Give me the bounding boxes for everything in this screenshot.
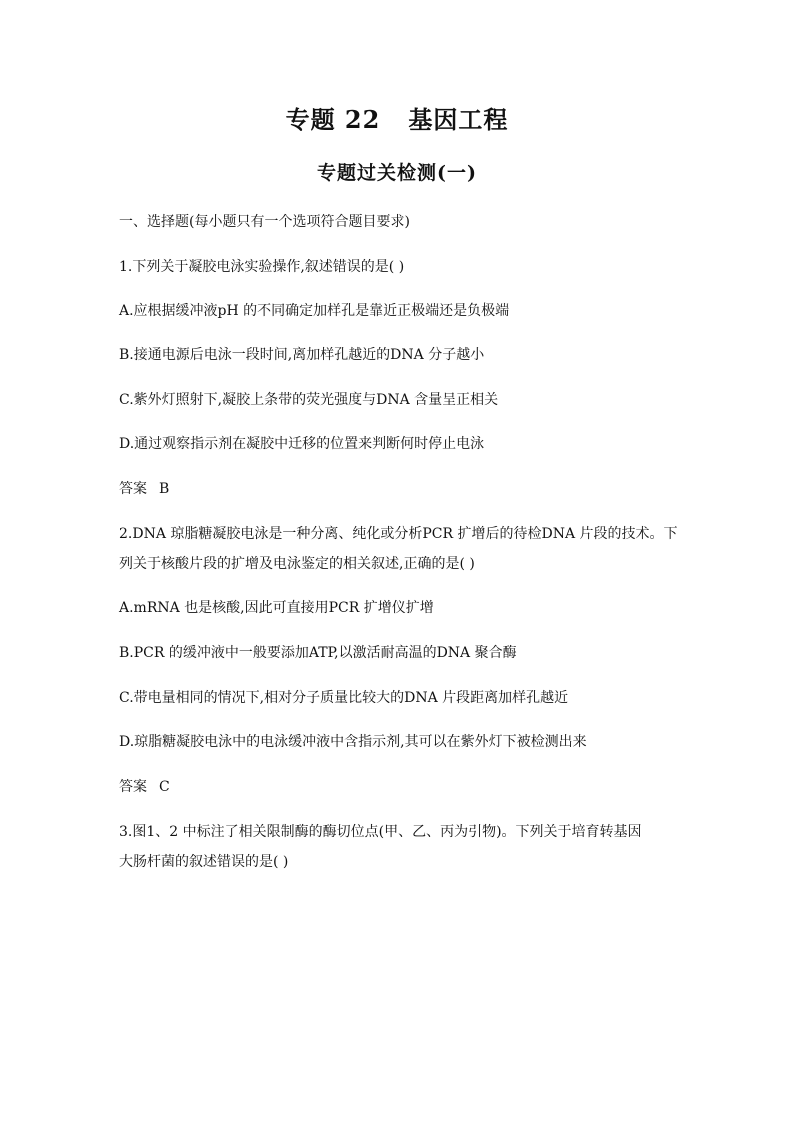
page-subtitle: 专题过关检测(一) [317,162,477,184]
question-3-stem-line-1: 3.图1、2 中标注了相关限制酶的酶切位点(甲、乙、丙为引物)。下列关于培育转基因 [119,824,642,840]
answer-value: B [159,481,170,497]
answer-label: 答案 [119,481,147,497]
answer-value: C [159,779,170,795]
question-2-option-d: D.琼脂糖凝胶电泳中的电泳缓冲液中含指示剂,其可以在紫外灯下被检测出来 [119,734,587,750]
question-1-option-b: B.接通电源后电泳一段时间,离加样孔越近的DNA 分子越小 [119,347,485,363]
question-1-stem: 1.下列关于凝胶电泳实验操作,叙述错误的是( ) [119,259,405,275]
question-2-option-a: A.mRNA 也是核酸,因此可直接用PCR 扩增仪扩增 [119,600,434,616]
question-2-answer [119,777,679,797]
question-1-option-d: D.通过观察指示剂在凝胶中迁移的位置来判断何时停止电泳 [119,436,485,452]
question-2-option-c: C.带电量相同的情况下,相对分子质量比较大的DNA 片段距离加样孔越近 [119,690,569,706]
question-2-option-b: B.PCR 的缓冲液中一般要添加ATP,以激活耐高温的DNA 聚合酶 [119,645,517,661]
page-title: 专题 22 基因工程 [285,105,509,134]
section-heading: 一、选择题(每小题只有一个选项符合题目要求) [119,214,410,230]
question-2-stem-line-1: 2.DNA 琼脂糖凝胶电泳是一种分离、纯化或分析PCR 扩增后的待检DNA 片段的技术。下 [119,526,678,542]
question-1-option-a: A.应根据缓冲液pH 的不同确定加样孔是靠近正极端还是负极端 [119,303,510,319]
question-1-option-c: C.紫外灯照射下,凝胶上条带的荧光强度与DNA 含量呈正相关 [119,392,499,408]
question-2-stem-line-2: 列关于核酸片段的扩增及电泳鉴定的相关叙述,正确的是( ) [119,556,475,572]
question-1-answer [119,479,679,499]
question-3-stem-line-2: 大肠杆菌的叙述错误的是( ) [119,854,289,870]
answer-label: 答案 [119,779,147,795]
